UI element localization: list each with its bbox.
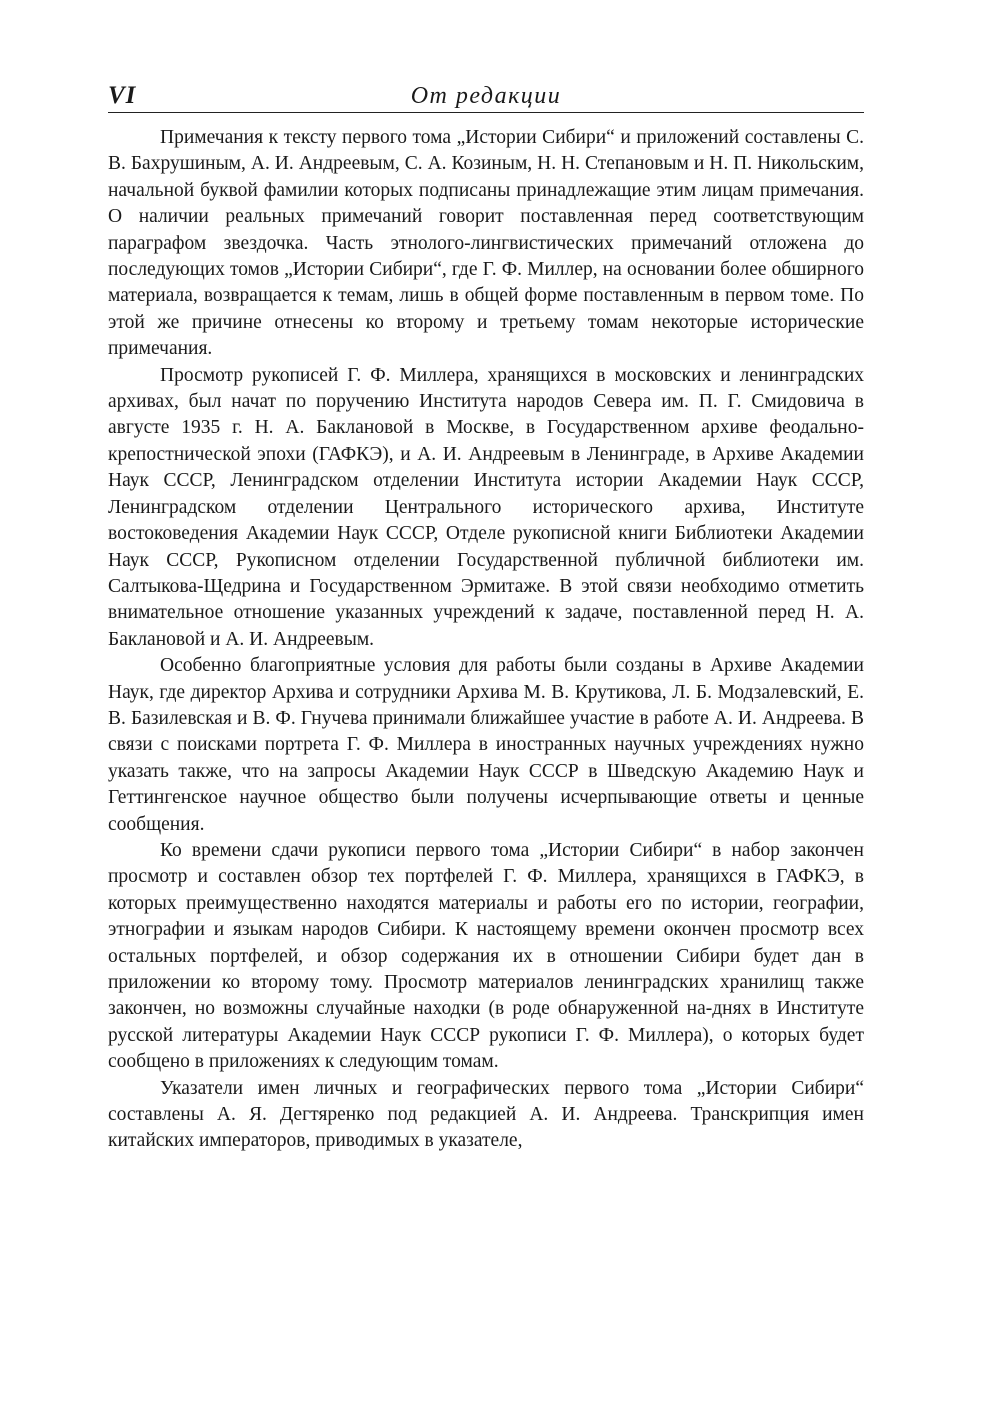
- paragraph-portfolios-review: Ко времени сдачи рукописи первого тома „Истории Сибири“ в набор закончен просмотр и составлен обзор тех портфелей Г. Ф. Миллера, хранящихся в ГАФКЭ, в которых преимущественно находятся материалы и работы его по истории, географии, этнографии и языкам народов Сибири. К настоящему времени окончен просмотр всех остальных портфелей, и обзор содержания их в отношении Сибири будет дан в приложении ко второму тому. Просмотр материалов ленинградских хранилищ также закончен, но возможны случайные находки (в роде обнаруженной на-днях в Институте русской литературы Академии Наук СССР рукописи Г. Ф. Миллера), о которых будет сообщено в приложениях к следующим томам.: [108, 839, 864, 1073]
- body-text: [108, 125, 864, 1155]
- page-header: [108, 80, 864, 113]
- book-page: [108, 80, 864, 1155]
- paragraph-academy-archive: Особенно благоприятные условия для работы были созданы в Архиве Академии Наук, где директор Архива и сотрудники Архива М. В. Крутикова, Л. Б. Модзалевский, Е. В. Базилевская и В. Ф. Гнучева принимали ближайшее участие в работе А. И. Андреева. В связи с поисками портрета Г. Ф. Миллера в иностранных научных учреждениях нужно указать также, что на запросы Академии Наук СССР в Шведскую Академию Наук и Геттингенское научное общество были получены исчерпывающие ответы и ценные сообщения.: [108, 655, 864, 835]
- paragraph-indexes: Указатели имен личных и географических первого тома „Истории Сибири“ составлены А. Я. Дегтяренко под редакцией А. И. Андреева. Транскрипция имен китайских императоров, приводимых в указателе,: [108, 1077, 864, 1152]
- running-title: От редакции: [410, 83, 562, 109]
- paragraph-manuscripts-review: Просмотр рукописей Г. Ф. Миллера, хранящихся в московских и ленинградских архивах, был начат по поручению Института народов Севера им. П. Г. Смидовича в августе 1935 г. Н. А. Баклановой в Москве, в Государственном архиве феодально-крепостнической эпохи (ГАФКЭ), и А. И. Андреевым в Ленинграде, в Архиве Академии Наук СССР, Ленинградском отделении Института истории Академии Наук СССР, Ленинградском отделении Центрального исторического архива, Институте востоковедения Академии Наук СССР, Отделе рукописной книги Библиотеки Академии Наук СССР, Рукописном отделении Государственной публичной библиотеки им. Салтыкова-Щедрина и Государственном Эрмитаже. В этой связи необходимо отметить внимательное отношение указанных учреждений к задаче, поставленной перед Н. А. Баклановой и А. И. Андреевым.: [108, 364, 864, 650]
- paragraph-notes: Примечания к тексту первого тома „Истории Сибири“ и приложений составлены С. В. Бахрушиным, А. И. Андреевым, С. А. Козиным, Н. Н. Степановым и Н. П. Никольским, начальной буквой фамилии которых подписаны принадлежащие этим лицам примечания. О наличии реальных примечаний говорит поставленная перед соответствующим параграфом звездочка. Часть этнолого-лингвистических примечаний отложена до последующих томов „Истории Сибири“, где Г. Ф. Миллер, на основании более обширного материала, возвращается к темам, лишь в общей форме поставленным в первом томе. По этой же причине отнесены ко второму и третьему томам некоторые исторические примечания.: [108, 127, 864, 360]
- page-number: VI: [108, 82, 137, 109]
